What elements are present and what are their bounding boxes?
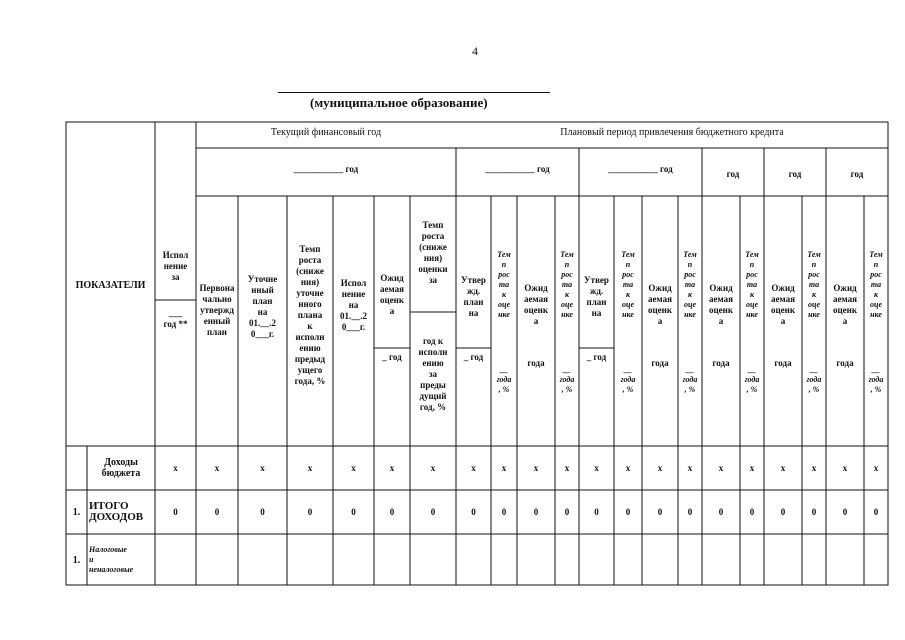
col-growth-small-3-bottom: __ года , % bbox=[620, 365, 636, 394]
col-expected-1: Ожид аемая оценк а bbox=[379, 273, 405, 316]
indicators-header: ПОКАЗАТЕЛИ bbox=[75, 279, 146, 291]
row-label-total: ИТОГО ДОХОДОВ bbox=[89, 500, 144, 523]
execution-header-top: Испол нение за bbox=[162, 249, 189, 282]
col-expected-5-year: года bbox=[774, 357, 792, 368]
year-blank-3: ___________ год bbox=[608, 163, 673, 174]
table-cell: x bbox=[749, 462, 755, 473]
col-expected-3: Ожид аемая оценк а bbox=[647, 283, 673, 326]
table-cell: 0 bbox=[389, 506, 395, 517]
col-growth-small-1: Тем п рос та к оце нке bbox=[497, 250, 511, 319]
col-growth-small-2-bottom: __ года , % bbox=[559, 365, 575, 394]
col-growth-estimate-top: Темп роста (сниже ния) оценки за bbox=[418, 220, 448, 285]
col-refined-plan: Уточне нный план на 01.__.2 0___г. bbox=[247, 274, 278, 339]
table-cell: x bbox=[533, 462, 539, 473]
col-expected-1-year: _ год bbox=[382, 351, 402, 362]
table-cell: 0 bbox=[842, 506, 848, 517]
table-cell: x bbox=[173, 462, 178, 473]
table-cell: x bbox=[389, 462, 395, 473]
municipality-label: (муниципальное образование) bbox=[310, 95, 488, 110]
page-number: 4 bbox=[472, 44, 478, 58]
table-cell: 0 bbox=[594, 506, 599, 517]
year-short-2: год bbox=[788, 168, 802, 179]
table-cell: x bbox=[471, 462, 476, 473]
table-cell: x bbox=[214, 462, 220, 473]
col-growth-small-5-bottom: __ года , % bbox=[744, 365, 760, 394]
col-expected-2-year: года bbox=[527, 357, 545, 368]
table-cell: x bbox=[351, 462, 356, 473]
table-cell: x bbox=[687, 462, 693, 473]
col-expected-3-year: года bbox=[651, 357, 669, 368]
table-cell: x bbox=[501, 462, 507, 473]
col-growth-small-7: Тем п рос та к оце нке bbox=[869, 250, 883, 319]
table-cell: 0 bbox=[811, 506, 817, 517]
table-cell: 0 bbox=[564, 506, 570, 517]
col-growth-small-3: Тем п рос та к оце нке bbox=[621, 250, 635, 319]
table-cell: 0 bbox=[501, 506, 507, 517]
current-year-header: Текущий финансовый год bbox=[270, 126, 382, 138]
col-expected-4-year: года bbox=[712, 357, 730, 368]
table-cell: x bbox=[625, 462, 631, 473]
col-growth-estimate-bottom: год к исполн ению за преды дущий год, % bbox=[418, 335, 448, 412]
planned-period-header: Плановый период привлечения бюджетного кредита bbox=[560, 126, 784, 138]
table-cell: x bbox=[873, 462, 879, 473]
col-growth-small-2: Тем п рос та к оце нке bbox=[560, 250, 574, 319]
col-expected-4: Ожид аемая оценк а bbox=[708, 283, 734, 326]
table-cell: x bbox=[657, 462, 663, 473]
col-expected-2: Ожид аемая оценк а bbox=[523, 283, 549, 326]
table-cell: 0 bbox=[625, 506, 631, 517]
year-blank-2: ___________ год bbox=[485, 163, 550, 174]
col-growth-small-5: Тем п рос та к оце нке bbox=[745, 250, 759, 319]
table-cell: x bbox=[780, 462, 786, 473]
col-approved-plan-2-year: _ год bbox=[586, 351, 607, 362]
year-blank-1: ___________ год bbox=[293, 163, 359, 174]
col-growth-small-6-bottom: __ года , % bbox=[806, 365, 822, 394]
table-cell: x bbox=[307, 462, 313, 473]
col-approved-plan-1: Утвер жд. план на bbox=[461, 275, 486, 318]
col-approved-plan-2: Утвер жд. план на bbox=[584, 275, 609, 318]
year-short-3: год bbox=[850, 168, 864, 179]
col-expected-5: Ожид аемая оценк а bbox=[770, 283, 796, 326]
row-label-revenue: Доходы бюджета bbox=[101, 457, 141, 479]
row-number-tax: 1. bbox=[72, 554, 81, 566]
col-initial-plan: Первона чально утвержд енный план bbox=[199, 282, 235, 337]
row-number-total: 1. bbox=[72, 506, 81, 518]
table-cell: x bbox=[260, 462, 265, 473]
row-label-tax: Налоговые и неналоговые bbox=[89, 545, 134, 574]
col-growth-small-4: Тем п рос та к оце нке bbox=[683, 250, 697, 319]
table-cell: 0 bbox=[657, 506, 663, 517]
table-cell: 0 bbox=[351, 506, 356, 517]
col-execution-on: Испол нение на 01.__.2 0___г. bbox=[340, 277, 367, 332]
table-cell: 0 bbox=[214, 506, 220, 517]
col-expected-6: Ожид аемая оценк а bbox=[832, 283, 858, 326]
table-cell: x bbox=[718, 462, 724, 473]
execution-header-bottom: ___ год ** bbox=[163, 308, 188, 329]
col-growth-plan: Темп роста (сниже ния) уточне нного плана к исполн ению предыд ущего года, % bbox=[294, 243, 326, 386]
table-cell: 0 bbox=[780, 506, 786, 517]
table-cell: x bbox=[842, 462, 848, 473]
col-growth-small-4-bottom: __ года , % bbox=[682, 365, 698, 394]
table-cell: 0 bbox=[430, 506, 436, 517]
table-cell: 0 bbox=[471, 506, 476, 517]
table-cell: x bbox=[811, 462, 817, 473]
col-approved-plan-1-year: _ год bbox=[463, 351, 484, 362]
col-growth-small-1-bottom: __ года , % bbox=[496, 365, 512, 394]
table-cell: 0 bbox=[749, 506, 755, 517]
col-growth-small-6: Тем п рос та к оце нке bbox=[807, 250, 821, 319]
col-expected-6-year: года bbox=[836, 357, 854, 368]
col-growth-small-7-bottom: __ года , % bbox=[868, 365, 884, 394]
table-cell: x bbox=[594, 462, 599, 473]
table-cell: 0 bbox=[687, 506, 693, 517]
table-cell: x bbox=[564, 462, 570, 473]
table-cell: 0 bbox=[718, 506, 724, 517]
table-cell: 0 bbox=[173, 506, 178, 517]
table-cell: 0 bbox=[873, 506, 879, 517]
table-cell: 0 bbox=[260, 506, 265, 517]
table-cell: x bbox=[430, 462, 436, 473]
year-short-1: год bbox=[726, 168, 740, 179]
table-cell: 0 bbox=[533, 506, 539, 517]
table-cell: 0 bbox=[307, 506, 313, 517]
